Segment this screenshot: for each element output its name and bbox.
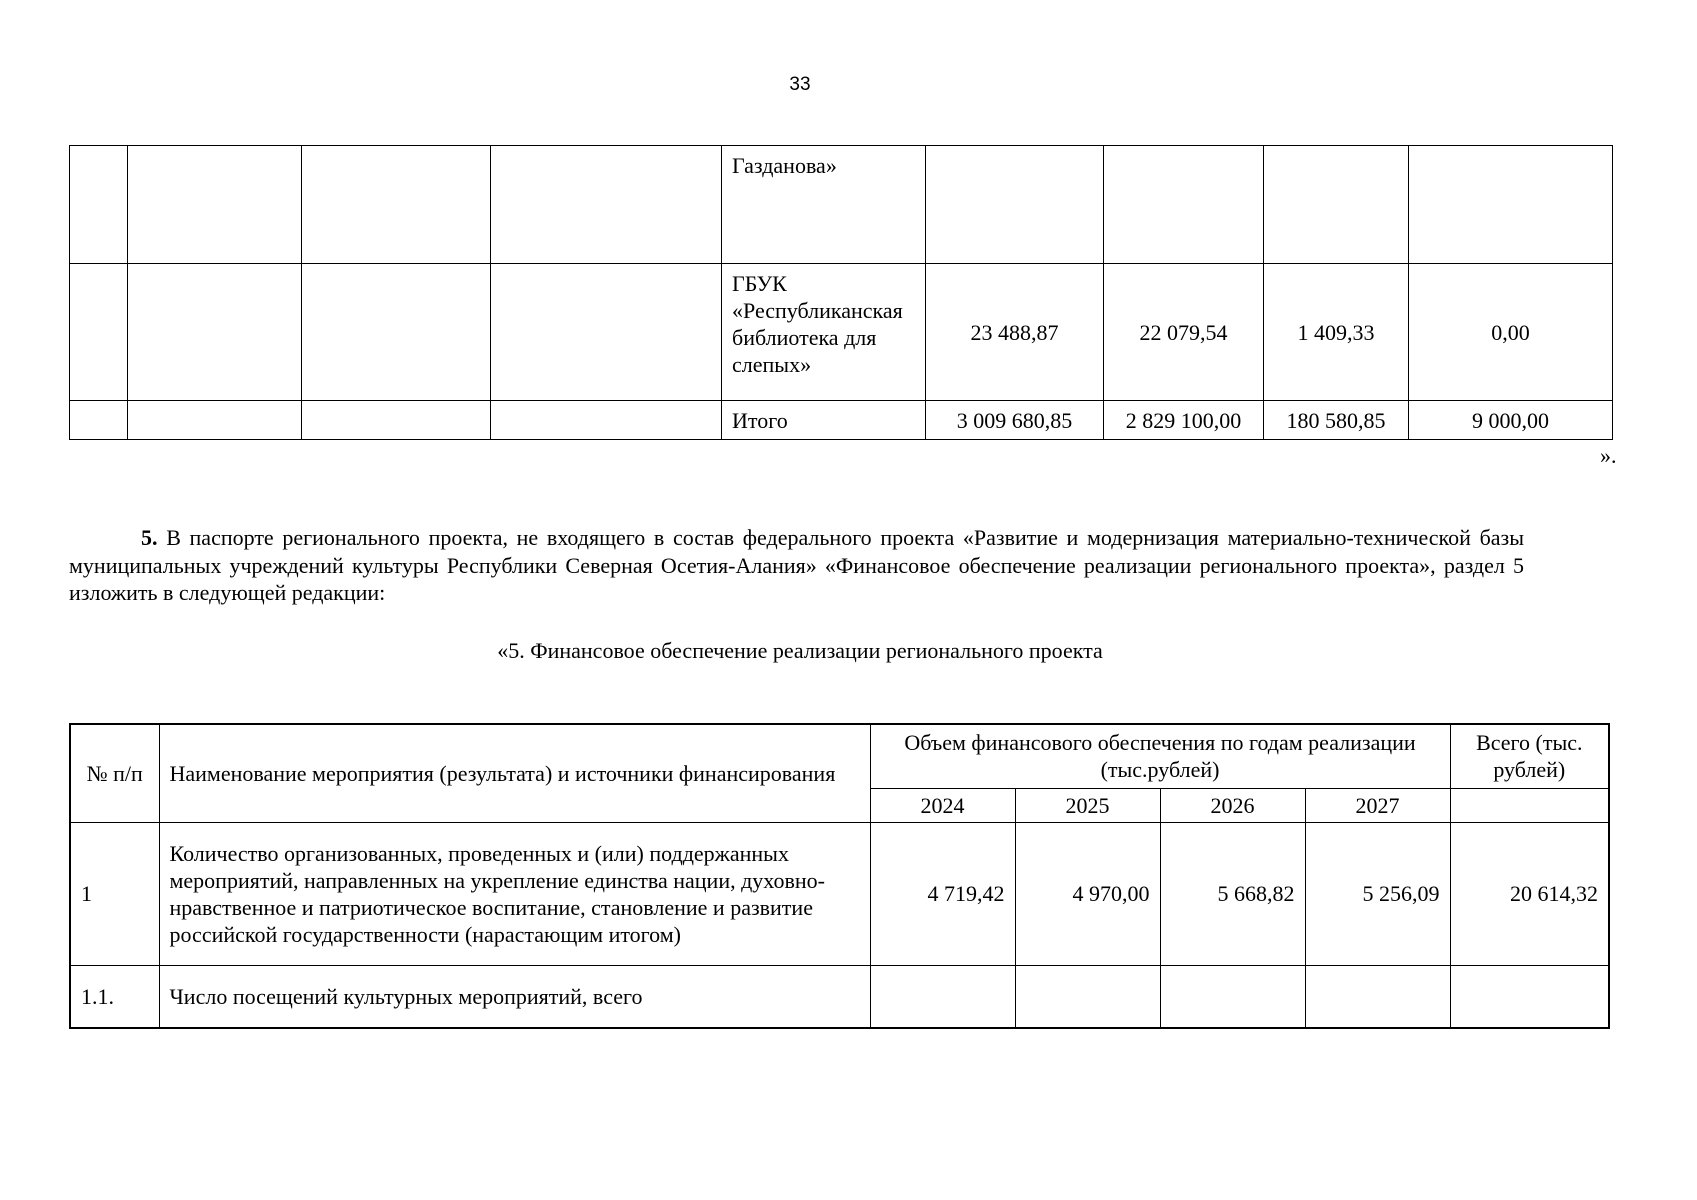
header-volume: Объем финансового обеспечения по годам реализации (тыс.рублей) bbox=[870, 724, 1450, 788]
financing-table-continuation bbox=[69, 145, 1613, 440]
table-cell bbox=[70, 146, 128, 264]
amount-cell: 5 256,09 bbox=[1305, 822, 1450, 965]
org-cell: Газданова» bbox=[722, 146, 926, 264]
amount-cell bbox=[1409, 146, 1613, 264]
amount-cell: 20 614,32 bbox=[1450, 822, 1609, 965]
amount-cell: 5 668,82 bbox=[1160, 822, 1305, 965]
row-number: 1 bbox=[70, 822, 159, 965]
amount-cell bbox=[1015, 965, 1160, 1028]
header-empty bbox=[1450, 788, 1609, 822]
amount-cell: 180 580,85 bbox=[1264, 401, 1409, 440]
header-year: 2025 bbox=[1015, 788, 1160, 822]
table-cell bbox=[491, 264, 722, 401]
amount-cell bbox=[1450, 965, 1609, 1028]
table-cell bbox=[302, 401, 491, 440]
total-label: Итого bbox=[722, 401, 926, 440]
amount-cell: 22 079,54 bbox=[1104, 264, 1264, 401]
amount-cell: 2 829 100,00 bbox=[1104, 401, 1264, 440]
table-cell bbox=[128, 146, 302, 264]
table-cell bbox=[128, 264, 302, 401]
header-total: Всего (тыс. рублей) bbox=[1450, 724, 1609, 788]
amount-cell bbox=[1160, 965, 1305, 1028]
total-row bbox=[70, 401, 1613, 440]
header-name: Наименование мероприятия (результата) и источники финансирования bbox=[159, 724, 870, 822]
table-cell bbox=[491, 401, 722, 440]
paragraph-text: В паспорте регионального проекта, не входящего в состав федерального проекта «Развитие и модернизация материально-технической базы муниципальных учреждений культуры Республики Северная Осетия-Алания» «Финансовое обеспечение реализации регионального проекта», раздел 5 изложить в следующей редакции: bbox=[69, 525, 1525, 605]
page-number: 33 bbox=[789, 74, 811, 95]
row-name: Количество организованных, проведенных и (или) поддержанных мероприятий, направленных на укрепление единства нации, духовно-нравственное и патриотическое воспитание, становление и развитие российской государственности (нарастающим итогом) bbox=[159, 822, 870, 965]
header-year: 2024 bbox=[870, 788, 1015, 822]
amount-cell bbox=[1104, 146, 1264, 264]
amount-cell: 3 009 680,85 bbox=[926, 401, 1104, 440]
table-cell bbox=[491, 146, 722, 264]
amount-cell: 1 409,33 bbox=[1264, 264, 1409, 401]
amount-cell bbox=[1305, 965, 1450, 1028]
row-number: 1.1. bbox=[70, 965, 159, 1028]
header-year: 2027 bbox=[1305, 788, 1450, 822]
table-row bbox=[70, 146, 1613, 264]
amount-cell: 0,00 bbox=[1409, 264, 1613, 401]
table-cell bbox=[70, 264, 128, 401]
amendment-paragraph bbox=[69, 524, 1524, 607]
amount-cell bbox=[926, 146, 1104, 264]
table-row bbox=[70, 822, 1609, 965]
table-cell bbox=[302, 264, 491, 401]
header-row bbox=[70, 724, 1609, 788]
paragraph-number: 5. bbox=[141, 525, 158, 550]
financing-table bbox=[69, 723, 1610, 1029]
amount-cell: 9 000,00 bbox=[1409, 401, 1613, 440]
closing-quote: ». bbox=[1600, 443, 1617, 468]
table-cell bbox=[128, 401, 302, 440]
table-row bbox=[70, 264, 1613, 401]
amount-cell: 4 719,42 bbox=[870, 822, 1015, 965]
org-cell: ГБУК «Республиканская библиотека для слепых» bbox=[722, 264, 926, 401]
amount-cell bbox=[870, 965, 1015, 1028]
table-cell bbox=[70, 401, 128, 440]
header-year: 2026 bbox=[1160, 788, 1305, 822]
table-row bbox=[70, 965, 1609, 1028]
section-heading: «5. Финансовое обеспечение реализации регионального проекта bbox=[497, 638, 1103, 663]
header-number: № п/п bbox=[70, 724, 159, 822]
table-cell bbox=[302, 146, 491, 264]
row-name: Число посещений культурных мероприятий, всего bbox=[159, 965, 870, 1028]
amount-cell: 4 970,00 bbox=[1015, 822, 1160, 965]
amount-cell bbox=[1264, 146, 1409, 264]
amount-cell: 23 488,87 bbox=[926, 264, 1104, 401]
